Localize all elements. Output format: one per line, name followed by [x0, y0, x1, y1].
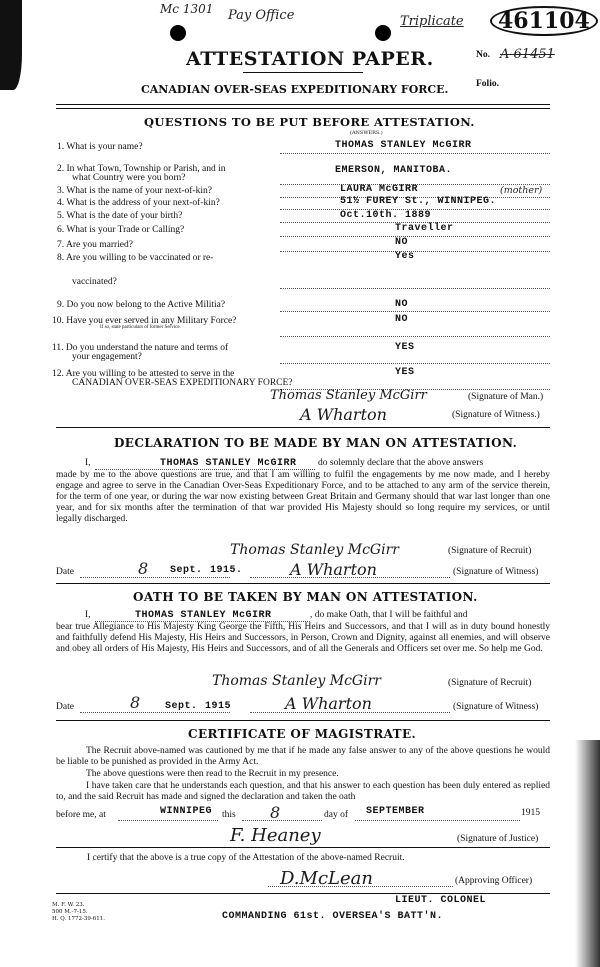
- true-copy-certification: I certify that the above is a true copy of the Attestation of the above-named Recruit.: [87, 853, 405, 863]
- before-me-label: before me, at: [56, 810, 106, 820]
- answer-relationship: (mother): [500, 185, 543, 196]
- declaration-date-day: 8: [138, 559, 149, 578]
- approving-officer-signature: D.McLean: [280, 868, 373, 889]
- copy-annotation: Triplicate: [400, 14, 464, 29]
- oath-text: bear true Allegiance to His Majesty King George the Fifth, His Heirs and Successors, and that I will as in duty bound honestly and faithfully defend His Majesty, His Heirs and Successors, in Person, Crown and Dignity, against all enemies, and will observe and obey all orders of His Majesty, His Heirs and Successors, and of all the Generals and Officers set over me. So help me God.: [56, 622, 550, 654]
- question-text: 3. What is the name of your next-of-kin?: [57, 186, 212, 196]
- certificate-p1: The Recruit above-named was cautioned by me that if he made any false answer to any of the above questions he would be liable to be punished as provided in the Army Act.: [56, 746, 550, 767]
- oath-date-year: 1915: [205, 701, 232, 712]
- question-text: 11. Do you understand the nature and terms of: [52, 343, 229, 353]
- question-text-cont: vaccinated?: [72, 277, 117, 287]
- answer-text: Traveller: [395, 223, 454, 234]
- oath-name: THOMAS STANLEY McGIRR: [135, 610, 272, 621]
- question-text-cont: If so, state particulars of former Service.: [100, 325, 181, 330]
- form-title: ATTESTATION PAPER.: [186, 48, 434, 70]
- sig-witness-label: (Signature of Witness): [453, 567, 539, 577]
- signature-of-witness: A Wharton: [300, 405, 387, 424]
- no-label: No.: [476, 50, 490, 60]
- punch-hole: [170, 25, 186, 41]
- ink-stain: [0, 0, 22, 90]
- this-label: this: [222, 810, 236, 820]
- sig-recruit-label: (Signature of Recruit): [448, 678, 532, 688]
- sig-man-label: (Signature of Man.): [468, 392, 544, 402]
- office-annotation: Pay Office: [228, 8, 295, 23]
- certificate-year: 1915: [521, 808, 540, 818]
- justice-signature: F. Heaney: [230, 825, 321, 846]
- declaration-date-year: 1915.: [210, 565, 243, 576]
- answer-text: Yes: [395, 251, 415, 262]
- sig-witness-label: (Signature of Witness.): [452, 410, 540, 420]
- answer-text: Oct.10th. 1889: [340, 210, 432, 221]
- punch-hole: [375, 25, 391, 41]
- answers-label: (ANSWERS.): [350, 130, 383, 136]
- sig-justice-label: (Signature of Justice): [457, 834, 539, 844]
- officer-rank: LIEUT. COLONEL: [395, 895, 487, 906]
- oath-date-day: 8: [130, 693, 141, 712]
- question-text: 1. What is your name?: [57, 142, 143, 152]
- question-text: 10. Have you ever served in any Military Force?: [52, 316, 237, 326]
- folio-label: Folio.: [476, 79, 499, 89]
- declaration-line1: do solemnly declare that the above answers: [318, 458, 484, 468]
- answer-text: EMERSON, MANITOBA.: [335, 165, 453, 176]
- question-text-cont: what Country were you born?: [72, 173, 186, 183]
- oath-date-month: Sept.: [165, 701, 198, 712]
- answer-text: THOMAS STANLEY McGIRR: [335, 140, 472, 151]
- questions-heading: QUESTIONS TO BE PUT BEFORE ATTESTATION.: [144, 115, 475, 129]
- oath-heading: OATH TO BE TAKEN BY MAN ON ATTESTATION.: [133, 590, 478, 604]
- declaration-date-month: Sept.: [170, 565, 203, 576]
- certificate-p3: I have taken care that he understands each question, and that his answer to each question has been duly entered as replied to, and the said Recruit has made and signed the declaration and taken the oath: [56, 781, 550, 802]
- answer-text: LAURA McGIRR: [340, 184, 419, 195]
- form-code: M. F. W. 23.: [52, 902, 85, 908]
- form-codes: [52, 902, 105, 923]
- certificate-month: SEPTEMBER: [366, 806, 425, 817]
- answer-text: NO: [395, 314, 409, 325]
- declaration-recruit-signature: Thomas Stanley McGirr: [230, 542, 399, 558]
- form-subtitle: CANADIAN OVER-SEAS EXPEDITIONARY FORCE.: [141, 83, 449, 96]
- officer-command: COMMANDING 61st. OVERSEA'S BATT'N.: [222, 911, 444, 922]
- answer-text: YES: [395, 342, 415, 353]
- answer-text: NO: [395, 299, 409, 310]
- date-label: Date: [56, 567, 74, 577]
- sig-recruit-label: (Signature of Recruit): [448, 546, 532, 556]
- sig-witness-label: (Signature of Witness): [453, 702, 539, 712]
- declaration-witness-signature: A Wharton: [290, 560, 377, 579]
- certificate-place: WINNIPEG: [160, 806, 213, 817]
- question-text: 4. What is the address of your next-of-kin?: [57, 198, 220, 208]
- date-label: Date: [56, 702, 74, 712]
- question-text: 2. In what Town, Township or Parish, and in: [57, 164, 226, 174]
- form-code: 500 M.-7-15.: [52, 909, 88, 915]
- ref-annotation: Mc 1301: [160, 2, 214, 16]
- answer-text: YES: [395, 367, 415, 378]
- question-text: 7. Are you married?: [57, 240, 133, 250]
- question-text: 6. What is your Trade or Calling?: [57, 225, 185, 235]
- ink-stain: [575, 740, 600, 967]
- question-text-cont: CANADIAN OVER-SEAS EXPEDITIONARY FORCE?: [72, 378, 293, 388]
- certificate-p2: The above questions were then read to the Recruit in my presence.: [86, 769, 339, 779]
- oath-i: I,: [85, 610, 91, 620]
- declaration-i: I,: [85, 458, 91, 468]
- question-text: 12. Are you willing to be attested to serve in the: [52, 369, 235, 379]
- struck-number: A 61451: [500, 47, 555, 62]
- oath-line1: , do make Oath, that I will be faithful and: [310, 610, 468, 620]
- question-text-cont: your engagement?: [72, 352, 142, 362]
- oath-recruit-signature: Thomas Stanley McGirr: [212, 673, 381, 689]
- answer-text: 51½ FUREY St., WINNIPEG.: [340, 196, 497, 207]
- registration-number-stamp: 461104: [490, 6, 598, 36]
- declaration-heading: DECLARATION TO BE MADE BY MAN ON ATTESTATION.: [114, 436, 518, 450]
- day-of-label: day of: [324, 810, 349, 820]
- form-code: H. Q. 1772-39-611.: [52, 916, 105, 922]
- certificate-heading: CERTIFICATE OF MAGISTRATE.: [188, 727, 417, 741]
- declaration-text: made by me to the above questions are true, and that I am willing to fulfil the engagements by me now made, and I hereby engage and agree to serve in the Canadian Over-Seas Expeditionary Force, and to be attached to any arm of the service therein, for the term of one year, or during the war now existing between Great Britain and Germany should that war last longer than one year, and for six months after the termination of that war provided His Majesty should so long require my services, or until legally discharged.: [56, 470, 550, 524]
- question-text: 9. Do you now belong to the Active Militia?: [57, 300, 226, 310]
- certificate-day: 8: [270, 803, 281, 822]
- declaration-name: THOMAS STANLEY McGIRR: [160, 458, 297, 469]
- question-text: 8. Are you willing to be vaccinated or re-: [57, 253, 214, 263]
- question-text: 5. What is the date of your birth?: [57, 211, 183, 221]
- oath-witness-signature: A Wharton: [285, 694, 372, 713]
- signature-of-man: Thomas Stanley McGirr: [270, 388, 427, 403]
- approving-officer-label: (Approving Officer): [455, 876, 533, 886]
- answer-text: NO: [395, 237, 409, 248]
